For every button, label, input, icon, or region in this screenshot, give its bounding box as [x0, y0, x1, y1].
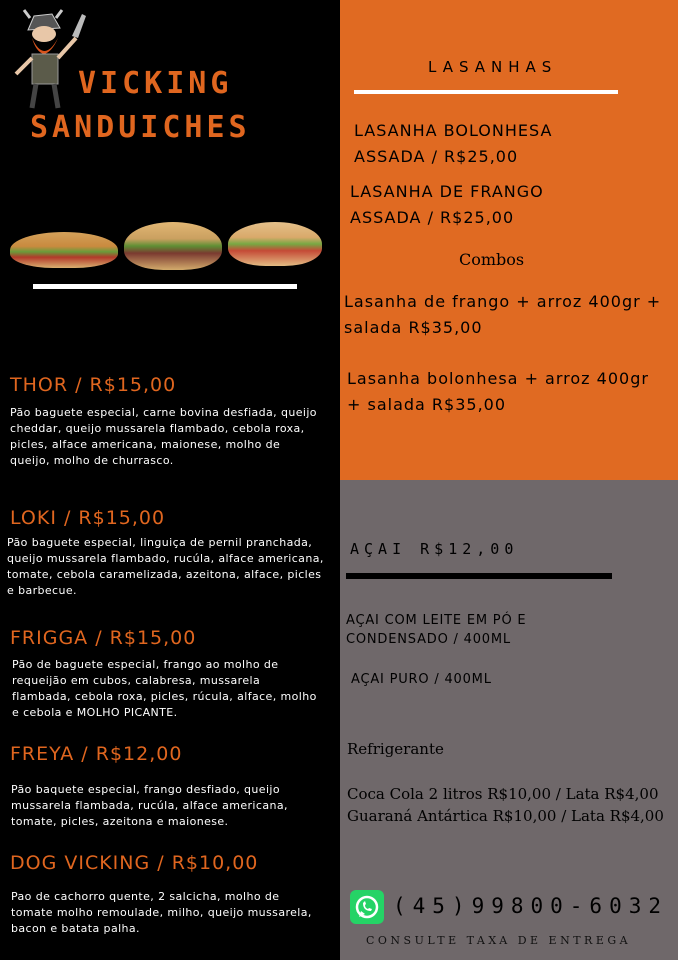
menu-item-desc-thor: Pão baguete especial, carne bovina desfiada, queijo cheddar, queijo mussarela flambado, cebola roxa, picles, alface americana, maionese, molho de queijo, molho de churrasco.	[10, 406, 317, 467]
combo-frango: Lasanha de frango + arroz 400gr + salada R$35,00	[344, 292, 662, 337]
menu-item-desc-frigga: Pão de baguete especial, frango ao molho de requeijão em cubos, calabresa, mussarela flambada, cebola roxa, picles, rúcula, alface, molho e cebola e MOLHO PICANTE.	[12, 658, 317, 719]
left-divider	[33, 284, 297, 289]
menu-item-title-loki: LOKI / R$15,00	[10, 507, 166, 529]
lasanhas-heading: LASANHAS	[428, 58, 558, 76]
combos-heading: Combos	[459, 250, 525, 269]
menu-item-desc-loki: Pão baguete especial, linguiça de pernil pranchada, queijo mussarela flambado, rucúla, alface americana, tomate, cebola caramelizada, azeitona, alface, picles e barbecue.	[7, 536, 324, 597]
menu-item-desc-dog-vicking: Pao de cachorro quente, 2 salcicha, molho de tomate molho remoulade, milho, queijo mussarela, bacon e batata palha.	[11, 890, 312, 935]
acai-divider	[346, 573, 612, 579]
phone-number: (45)99800-6032	[393, 894, 669, 918]
sandwich-image-2	[124, 222, 222, 270]
acai-leite-po: AÇAI COM LEITE EM PÓ E CONDENSADO / 400ML	[346, 613, 527, 647]
whatsapp-icon	[350, 890, 384, 924]
menu-item-title-dog-vicking: DOG VICKING / R$10,00	[10, 852, 259, 874]
menu-item-title-frigga: FRIGGA / R$15,00	[10, 627, 197, 649]
delivery-note: CONSULTE TAXA DE ENTREGA	[366, 934, 632, 947]
acai-puro: AÇAI PURO / 400ML	[351, 672, 492, 687]
sandwich-image-1	[10, 232, 118, 268]
drink-coca-cola: Coca Cola 2 litros R$10,00 / Lata R$4,00	[347, 785, 659, 803]
menu-item-title-thor: THOR / R$15,00	[10, 374, 177, 396]
lasanha-bolonhesa: LASANHA BOLONHESA ASSADA / R$25,00	[354, 121, 553, 166]
drink-guarana: Guaraná Antártica R$10,00 / Lata R$4,00	[347, 807, 664, 825]
brand-line-2: SANDUICHES	[30, 110, 251, 145]
menu-item-desc-freya: Pão baquete especial, frango desfiado, queijo mussarela flambada, rucúla, alface americana, tomate, picles, azeitona e maionese.	[11, 783, 288, 828]
brand-line-1: VICKING	[78, 66, 233, 101]
menu-item-title-freya: FREYA / R$12,00	[10, 743, 183, 765]
acai-heading: AÇAI R$12,00	[350, 540, 519, 558]
lasanhas-divider	[354, 90, 618, 94]
refrigerante-heading: Refrigerante	[347, 740, 444, 758]
combo-bolonhesa: Lasanha bolonhesa + arroz 400gr + salada R$35,00	[347, 369, 649, 414]
sandwich-image-3	[228, 222, 322, 266]
lasanha-frango: LASANHA DE FRANGO ASSADA / R$25,00	[350, 182, 544, 227]
